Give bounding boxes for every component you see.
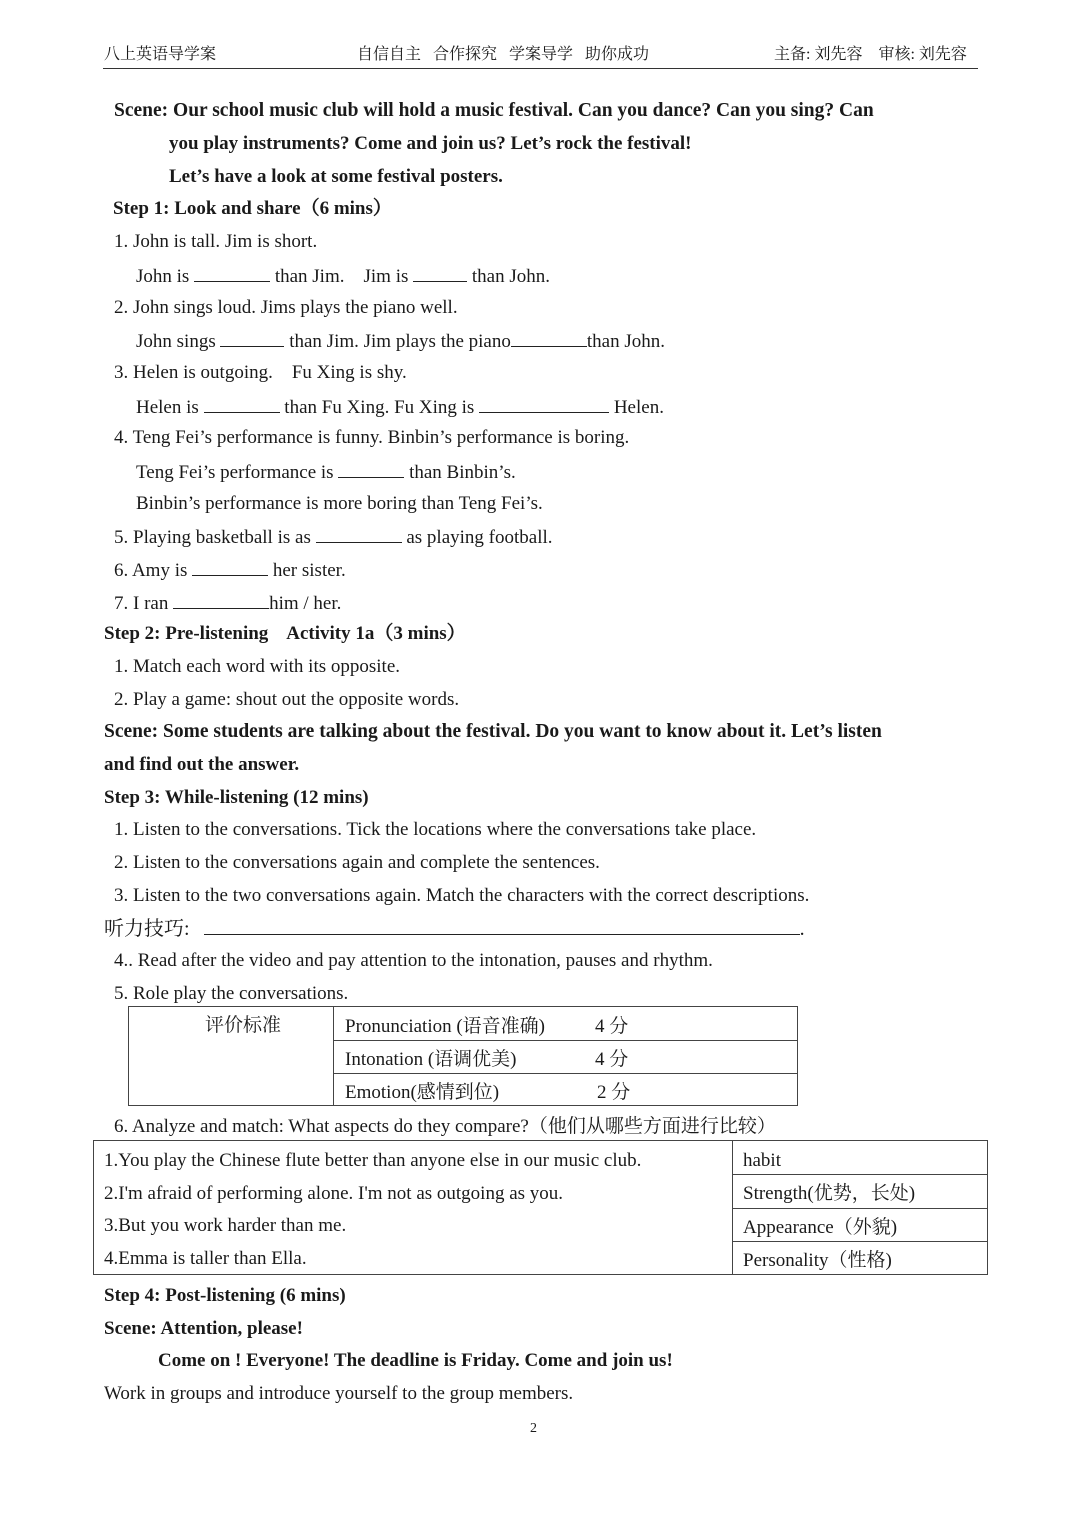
step1-q1: 1. John is tall. Jim is short. [114,231,318,252]
header-rule [103,68,978,69]
scene1-line1: Scene: Our school music club will hold a music festival. Can you dance? Can you sing? Can [114,100,874,121]
step2-item2: 2. Play a game: shout out the opposite words. [114,689,460,710]
rubric-score: 4 分 [595,1049,629,1070]
step1-q5: 5. Playing basketball is as as playing football. [114,524,553,550]
scene2-line2: and find out the answer. [104,754,300,775]
step3-item5: 5. Role play the conversations. [114,983,349,1004]
scene1-line3: Let’s have a look at some festival posters. [169,166,503,187]
step1-q3-answer: Helen is than Fu Xing. Fu Xing is Helen. [136,394,664,420]
rubric-criterion: Intonation (语调优美) [345,1049,517,1070]
header-left: 八上英语导学案 [104,46,217,63]
match-aspect: Personality（性格) [743,1250,892,1271]
step1-q3: 3. Helen is outgoing. Fu Xing is shy. [114,362,407,383]
step1-q6: 6. Amy is her sister. [114,557,346,583]
rubric-criterion: Pronunciation (语音准确) [345,1016,546,1037]
blank[interactable] [316,524,402,543]
step1-q4: 4. Teng Fei’s performance is funny. Binbin’s performance is boring. [114,427,630,448]
blank[interactable] [192,557,268,576]
blank[interactable] [194,263,270,282]
step1-q1-answer: John is than Jim. Jim is than John. [136,263,550,289]
step4-title: Step 4: Post-listening (6 mins) [104,1285,346,1306]
scene1-line2: you play instruments? Come and join us? Let’s rock the festival! [169,133,692,154]
analyze-title: 6. Analyze and match: What aspects do they compare?（他们从哪些方面进行比较） [114,1116,776,1137]
step1-q2: 2. John sings loud. Jims plays the piano well. [114,297,458,318]
match-sentence: 4.Emma is taller than Ella. [104,1248,307,1269]
blank[interactable] [338,459,404,478]
rubric-criterion: Emotion(感情到位) [345,1082,500,1103]
match-sentence: 1.You play the Chinese flute better than anyone else in our music club. [104,1150,642,1171]
step1-q7: 7. I ran him / her. [114,590,341,616]
step1-q2-answer: John sings than Jim. Jim plays the piano than John. [136,328,665,354]
match-aspect: Appearance（外貌) [743,1217,898,1238]
tips-blank[interactable] [204,916,800,935]
match-sentence: 3.But you work harder than me. [104,1215,347,1236]
header-right: 主备: 刘先容 审核: 刘先容 [774,46,967,63]
step3-item4: 4.. Read after the video and pay attention to the intonation, pauses and rhythm. [114,950,713,971]
step3-title: Step 3: While-listening (12 mins) [104,787,369,808]
rubric-label: 评价标准 [205,1015,282,1036]
step2-title: Step 2: Pre-listening Activity 1a（3 mins） [104,623,466,644]
blank[interactable] [220,328,284,347]
blank[interactable] [479,394,609,413]
step3-item1: 1. Listen to the conversations. Tick the locations where the conversations take place. [114,819,757,840]
listening-tips: 听力技巧: . [104,918,805,940]
match-sentence: 2.I'm afraid of performing alone. I'm not as outgoing as you. [104,1183,564,1204]
step1-q4-answer: Teng Fei’s performance is than Binbin’s. [136,459,516,485]
step1-title: Step 1: Look and share（6 mins） [113,198,392,219]
blank[interactable] [204,394,280,413]
scene2-line1: Scene: Some students are talking about the festival. Do you want to know about it. Let’s listen [104,721,882,742]
step2-item1: 1. Match each word with its opposite. [114,656,401,677]
match-aspect: habit [743,1150,781,1171]
step3-item3: 3. Listen to the two conversations again. Match the characters with the correct descriptions. [114,885,810,906]
step1-q4-b: Binbin’s performance is more boring than Teng Fei’s. [136,493,543,514]
step4-line: Come on ! Everyone! The deadline is Friday. Come and join us! [158,1350,673,1371]
header-center: 自信自主 合作探究 学案导学 助你成功 [357,46,650,63]
blank[interactable] [173,590,269,609]
blank[interactable] [511,328,587,347]
rubric-score: 4 分 [595,1016,629,1037]
match-aspect: Strength(优势，长处) [743,1183,916,1204]
page-number: 2 [530,1421,537,1436]
step4-scene: Scene: Attention, please! [104,1318,303,1339]
blank[interactable] [413,263,467,282]
rubric-score: 2 分 [597,1082,631,1103]
step4-task: Work in groups and introduce yourself to the group members. [104,1383,574,1404]
step3-item2: 2. Listen to the conversations again and complete the sentences. [114,852,600,873]
